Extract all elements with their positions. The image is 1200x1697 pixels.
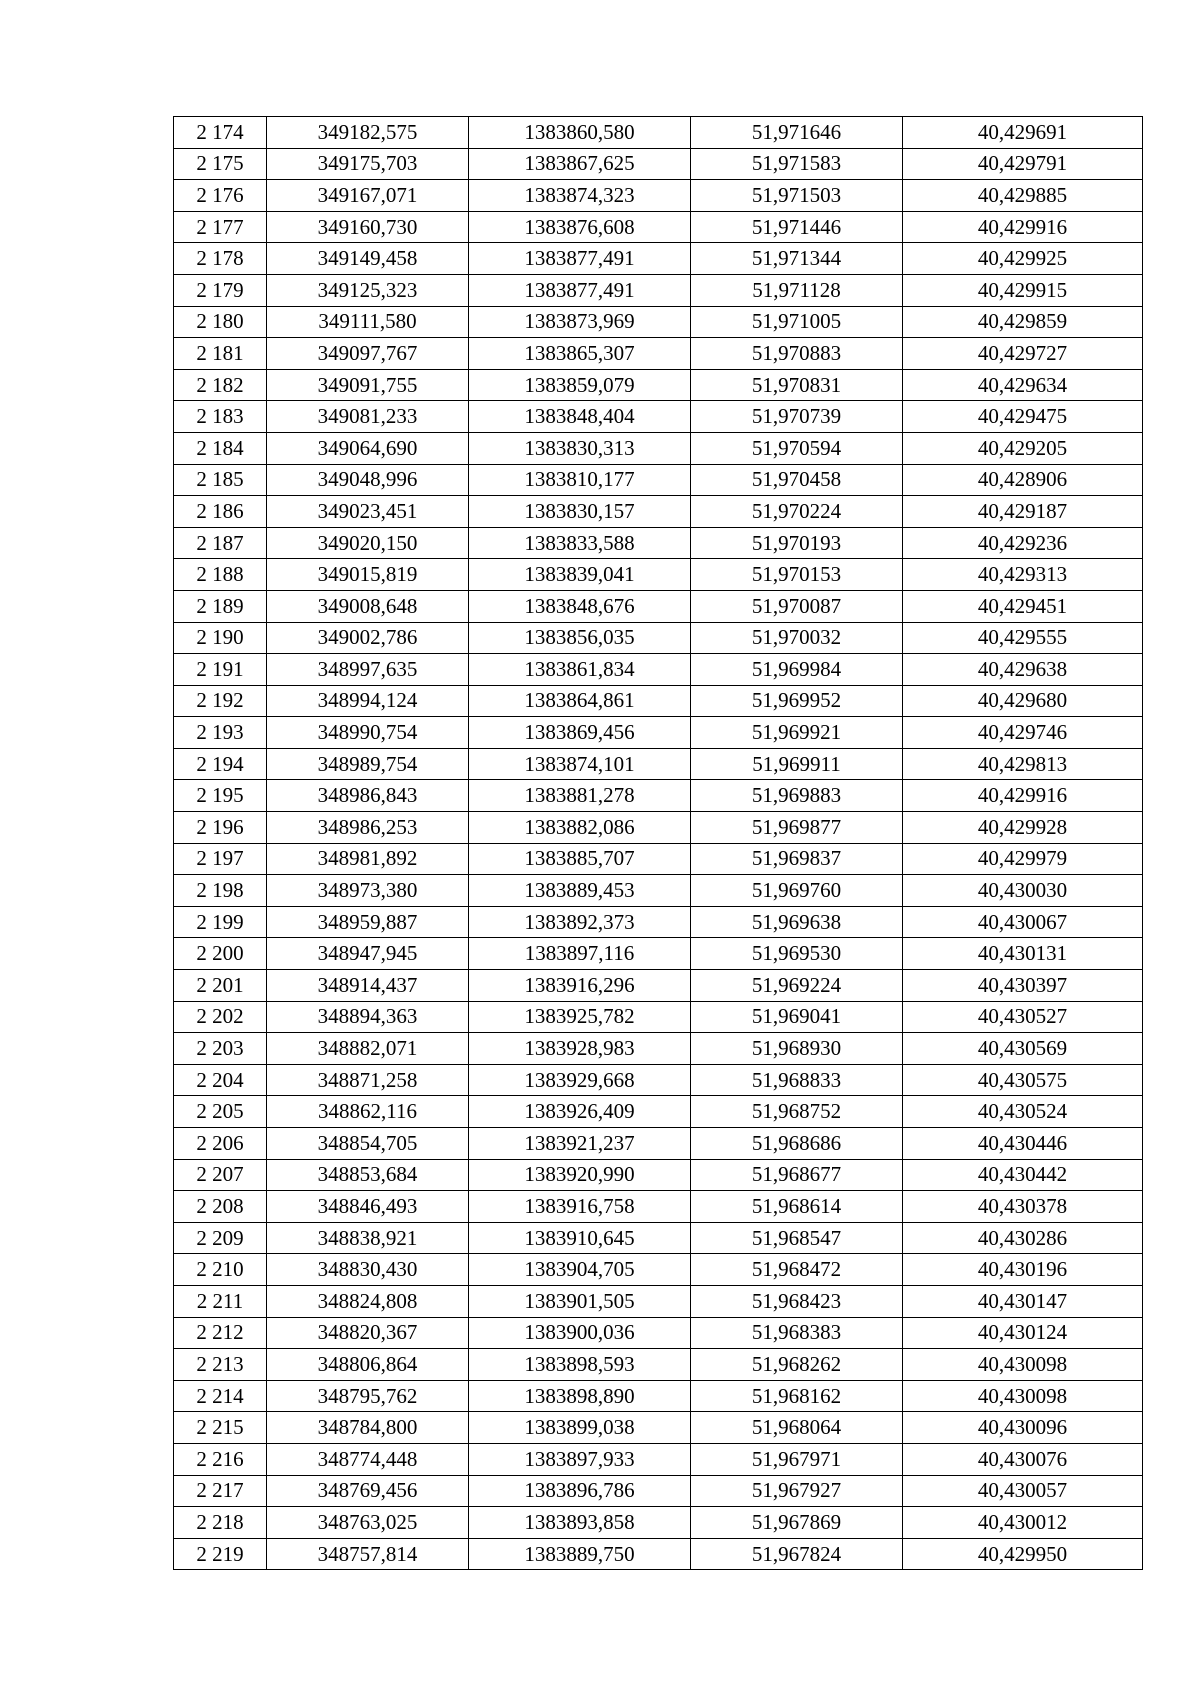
point-number-cell: 2 195 xyxy=(174,780,267,812)
table-row xyxy=(174,780,1143,812)
table-row xyxy=(174,970,1143,1002)
latitude-cell: 51,969921 xyxy=(691,717,903,749)
y-coordinate-cell: 1383882,086 xyxy=(469,812,691,844)
y-coordinate-cell: 1383901,505 xyxy=(469,1285,691,1317)
point-number-cell: 2 204 xyxy=(174,1064,267,1096)
point-number-cell: 2 214 xyxy=(174,1380,267,1412)
latitude-cell: 51,971005 xyxy=(691,306,903,338)
x-coordinate-cell: 349160,730 xyxy=(267,211,469,243)
x-coordinate-cell: 348986,843 xyxy=(267,780,469,812)
point-number-cell: 2 210 xyxy=(174,1254,267,1286)
latitude-cell: 51,970087 xyxy=(691,590,903,622)
longitude-cell: 40,430096 xyxy=(903,1412,1143,1444)
longitude-cell: 40,429236 xyxy=(903,527,1143,559)
point-number-cell: 2 194 xyxy=(174,748,267,780)
x-coordinate-cell: 348853,684 xyxy=(267,1159,469,1191)
y-coordinate-cell: 1383910,645 xyxy=(469,1222,691,1254)
point-number-cell: 2 209 xyxy=(174,1222,267,1254)
table-row xyxy=(174,654,1143,686)
point-number-cell: 2 181 xyxy=(174,338,267,370)
table-row xyxy=(174,1159,1143,1191)
x-coordinate-cell: 348838,921 xyxy=(267,1222,469,1254)
x-coordinate-cell: 348846,493 xyxy=(267,1191,469,1223)
y-coordinate-cell: 1383885,707 xyxy=(469,843,691,875)
latitude-cell: 51,969530 xyxy=(691,938,903,970)
latitude-cell: 51,968262 xyxy=(691,1349,903,1381)
y-coordinate-cell: 1383893,858 xyxy=(469,1507,691,1539)
table-row xyxy=(174,717,1143,749)
y-coordinate-cell: 1383876,608 xyxy=(469,211,691,243)
x-coordinate-cell: 348854,705 xyxy=(267,1128,469,1160)
latitude-cell: 51,969911 xyxy=(691,748,903,780)
point-number-cell: 2 182 xyxy=(174,369,267,401)
y-coordinate-cell: 1383877,491 xyxy=(469,274,691,306)
latitude-cell: 51,969952 xyxy=(691,685,903,717)
longitude-cell: 40,429791 xyxy=(903,148,1143,180)
point-number-cell: 2 207 xyxy=(174,1159,267,1191)
y-coordinate-cell: 1383928,983 xyxy=(469,1033,691,1065)
table-row xyxy=(174,748,1143,780)
table-row xyxy=(174,1507,1143,1539)
table-row xyxy=(174,1096,1143,1128)
table-row xyxy=(174,117,1143,149)
table-row xyxy=(174,1033,1143,1065)
longitude-cell: 40,430098 xyxy=(903,1380,1143,1412)
x-coordinate-cell: 349097,767 xyxy=(267,338,469,370)
point-number-cell: 2 199 xyxy=(174,906,267,938)
latitude-cell: 51,970831 xyxy=(691,369,903,401)
point-number-cell: 2 186 xyxy=(174,496,267,528)
x-coordinate-cell: 349175,703 xyxy=(267,148,469,180)
point-number-cell: 2 200 xyxy=(174,938,267,970)
x-coordinate-cell: 349149,458 xyxy=(267,243,469,275)
y-coordinate-cell: 1383865,307 xyxy=(469,338,691,370)
table-row xyxy=(174,1285,1143,1317)
point-number-cell: 2 175 xyxy=(174,148,267,180)
x-coordinate-cell: 348986,253 xyxy=(267,812,469,844)
y-coordinate-cell: 1383830,157 xyxy=(469,496,691,528)
y-coordinate-cell: 1383889,453 xyxy=(469,875,691,907)
table-row xyxy=(174,1412,1143,1444)
latitude-cell: 51,970032 xyxy=(691,622,903,654)
y-coordinate-cell: 1383899,038 xyxy=(469,1412,691,1444)
longitude-cell: 40,429979 xyxy=(903,843,1143,875)
longitude-cell: 40,429691 xyxy=(903,117,1143,149)
x-coordinate-cell: 348757,814 xyxy=(267,1538,469,1570)
longitude-cell: 40,430012 xyxy=(903,1507,1143,1539)
table-row xyxy=(174,1349,1143,1381)
y-coordinate-cell: 1383810,177 xyxy=(469,464,691,496)
x-coordinate-cell: 348989,754 xyxy=(267,748,469,780)
longitude-cell: 40,430378 xyxy=(903,1191,1143,1223)
latitude-cell: 51,968833 xyxy=(691,1064,903,1096)
point-number-cell: 2 218 xyxy=(174,1507,267,1539)
x-coordinate-cell: 349182,575 xyxy=(267,117,469,149)
y-coordinate-cell: 1383925,782 xyxy=(469,1001,691,1033)
x-coordinate-cell: 348862,116 xyxy=(267,1096,469,1128)
longitude-cell: 40,429813 xyxy=(903,748,1143,780)
latitude-cell: 51,968162 xyxy=(691,1380,903,1412)
x-coordinate-cell: 348997,635 xyxy=(267,654,469,686)
y-coordinate-cell: 1383916,296 xyxy=(469,970,691,1002)
longitude-cell: 40,429187 xyxy=(903,496,1143,528)
table-row xyxy=(174,875,1143,907)
longitude-cell: 40,430524 xyxy=(903,1096,1143,1128)
x-coordinate-cell: 349048,996 xyxy=(267,464,469,496)
point-number-cell: 2 215 xyxy=(174,1412,267,1444)
longitude-cell: 40,429451 xyxy=(903,590,1143,622)
latitude-cell: 51,971583 xyxy=(691,148,903,180)
longitude-cell: 40,429680 xyxy=(903,685,1143,717)
x-coordinate-cell: 349002,786 xyxy=(267,622,469,654)
y-coordinate-cell: 1383889,750 xyxy=(469,1538,691,1570)
y-coordinate-cell: 1383860,580 xyxy=(469,117,691,149)
x-coordinate-cell: 348820,367 xyxy=(267,1317,469,1349)
y-coordinate-cell: 1383839,041 xyxy=(469,559,691,591)
longitude-cell: 40,429634 xyxy=(903,369,1143,401)
table-row xyxy=(174,148,1143,180)
latitude-cell: 51,969760 xyxy=(691,875,903,907)
x-coordinate-cell: 349064,690 xyxy=(267,432,469,464)
longitude-cell: 40,430527 xyxy=(903,1001,1143,1033)
longitude-cell: 40,430286 xyxy=(903,1222,1143,1254)
y-coordinate-cell: 1383869,456 xyxy=(469,717,691,749)
point-number-cell: 2 184 xyxy=(174,432,267,464)
latitude-cell: 51,970224 xyxy=(691,496,903,528)
latitude-cell: 51,968547 xyxy=(691,1222,903,1254)
x-coordinate-cell: 349023,451 xyxy=(267,496,469,528)
x-coordinate-cell: 348882,071 xyxy=(267,1033,469,1065)
longitude-cell: 40,429916 xyxy=(903,780,1143,812)
latitude-cell: 51,967971 xyxy=(691,1443,903,1475)
point-number-cell: 2 174 xyxy=(174,117,267,149)
longitude-cell: 40,429928 xyxy=(903,812,1143,844)
y-coordinate-cell: 1383859,079 xyxy=(469,369,691,401)
latitude-cell: 51,970594 xyxy=(691,432,903,464)
latitude-cell: 51,969837 xyxy=(691,843,903,875)
table-row xyxy=(174,559,1143,591)
latitude-cell: 51,970739 xyxy=(691,401,903,433)
table-row xyxy=(174,180,1143,212)
longitude-cell: 40,430442 xyxy=(903,1159,1143,1191)
point-number-cell: 2 193 xyxy=(174,717,267,749)
x-coordinate-cell: 348894,363 xyxy=(267,1001,469,1033)
y-coordinate-cell: 1383898,890 xyxy=(469,1380,691,1412)
latitude-cell: 51,969883 xyxy=(691,780,903,812)
longitude-cell: 40,429859 xyxy=(903,306,1143,338)
table-row xyxy=(174,1128,1143,1160)
x-coordinate-cell: 349008,648 xyxy=(267,590,469,622)
y-coordinate-cell: 1383877,491 xyxy=(469,243,691,275)
table-row xyxy=(174,464,1143,496)
point-number-cell: 2 201 xyxy=(174,970,267,1002)
latitude-cell: 51,967869 xyxy=(691,1507,903,1539)
longitude-cell: 40,430446 xyxy=(903,1128,1143,1160)
latitude-cell: 51,971128 xyxy=(691,274,903,306)
y-coordinate-cell: 1383881,278 xyxy=(469,780,691,812)
point-number-cell: 2 217 xyxy=(174,1475,267,1507)
y-coordinate-cell: 1383897,116 xyxy=(469,938,691,970)
y-coordinate-cell: 1383897,933 xyxy=(469,1443,691,1475)
y-coordinate-cell: 1383848,404 xyxy=(469,401,691,433)
latitude-cell: 51,968930 xyxy=(691,1033,903,1065)
table-row xyxy=(174,590,1143,622)
point-number-cell: 2 180 xyxy=(174,306,267,338)
table-row xyxy=(174,685,1143,717)
latitude-cell: 51,970153 xyxy=(691,559,903,591)
longitude-cell: 40,429205 xyxy=(903,432,1143,464)
latitude-cell: 51,970193 xyxy=(691,527,903,559)
table-row xyxy=(174,1001,1143,1033)
y-coordinate-cell: 1383904,705 xyxy=(469,1254,691,1286)
longitude-cell: 40,429638 xyxy=(903,654,1143,686)
y-coordinate-cell: 1383929,668 xyxy=(469,1064,691,1096)
x-coordinate-cell: 349081,233 xyxy=(267,401,469,433)
longitude-cell: 40,430067 xyxy=(903,906,1143,938)
point-number-cell: 2 185 xyxy=(174,464,267,496)
x-coordinate-cell: 349125,323 xyxy=(267,274,469,306)
y-coordinate-cell: 1383900,036 xyxy=(469,1317,691,1349)
table-row xyxy=(174,906,1143,938)
point-number-cell: 2 191 xyxy=(174,654,267,686)
y-coordinate-cell: 1383926,409 xyxy=(469,1096,691,1128)
point-number-cell: 2 211 xyxy=(174,1285,267,1317)
table-row xyxy=(174,1254,1143,1286)
latitude-cell: 51,971646 xyxy=(691,117,903,149)
y-coordinate-cell: 1383921,237 xyxy=(469,1128,691,1160)
y-coordinate-cell: 1383898,593 xyxy=(469,1349,691,1381)
table-row xyxy=(174,1191,1143,1223)
point-number-cell: 2 203 xyxy=(174,1033,267,1065)
table-row xyxy=(174,338,1143,370)
coordinates-table xyxy=(173,116,1143,1570)
longitude-cell: 40,429916 xyxy=(903,211,1143,243)
latitude-cell: 51,969984 xyxy=(691,654,903,686)
table-row xyxy=(174,306,1143,338)
table-row xyxy=(174,274,1143,306)
y-coordinate-cell: 1383856,035 xyxy=(469,622,691,654)
latitude-cell: 51,968383 xyxy=(691,1317,903,1349)
latitude-cell: 51,971446 xyxy=(691,211,903,243)
longitude-cell: 40,430131 xyxy=(903,938,1143,970)
table-row xyxy=(174,1538,1143,1570)
latitude-cell: 51,968686 xyxy=(691,1128,903,1160)
point-number-cell: 2 188 xyxy=(174,559,267,591)
longitude-cell: 40,430575 xyxy=(903,1064,1143,1096)
latitude-cell: 51,970883 xyxy=(691,338,903,370)
table-row xyxy=(174,622,1143,654)
longitude-cell: 40,429925 xyxy=(903,243,1143,275)
point-number-cell: 2 196 xyxy=(174,812,267,844)
latitude-cell: 51,967927 xyxy=(691,1475,903,1507)
point-number-cell: 2 198 xyxy=(174,875,267,907)
latitude-cell: 51,969041 xyxy=(691,1001,903,1033)
x-coordinate-cell: 349091,755 xyxy=(267,369,469,401)
y-coordinate-cell: 1383830,313 xyxy=(469,432,691,464)
x-coordinate-cell: 348959,887 xyxy=(267,906,469,938)
table-row xyxy=(174,1317,1143,1349)
latitude-cell: 51,968064 xyxy=(691,1412,903,1444)
longitude-cell: 40,430057 xyxy=(903,1475,1143,1507)
longitude-cell: 40,430147 xyxy=(903,1285,1143,1317)
y-coordinate-cell: 1383848,676 xyxy=(469,590,691,622)
table-row xyxy=(174,527,1143,559)
point-number-cell: 2 206 xyxy=(174,1128,267,1160)
y-coordinate-cell: 1383833,588 xyxy=(469,527,691,559)
latitude-cell: 51,968472 xyxy=(691,1254,903,1286)
y-coordinate-cell: 1383916,758 xyxy=(469,1191,691,1223)
table-row xyxy=(174,243,1143,275)
x-coordinate-cell: 349111,580 xyxy=(267,306,469,338)
table-row xyxy=(174,1443,1143,1475)
longitude-cell: 40,429915 xyxy=(903,274,1143,306)
longitude-cell: 40,430098 xyxy=(903,1349,1143,1381)
point-number-cell: 2 179 xyxy=(174,274,267,306)
longitude-cell: 40,429746 xyxy=(903,717,1143,749)
latitude-cell: 51,970458 xyxy=(691,464,903,496)
longitude-cell: 40,429313 xyxy=(903,559,1143,591)
point-number-cell: 2 216 xyxy=(174,1443,267,1475)
latitude-cell: 51,969877 xyxy=(691,812,903,844)
latitude-cell: 51,968752 xyxy=(691,1096,903,1128)
point-number-cell: 2 190 xyxy=(174,622,267,654)
x-coordinate-cell: 348824,808 xyxy=(267,1285,469,1317)
point-number-cell: 2 202 xyxy=(174,1001,267,1033)
point-number-cell: 2 177 xyxy=(174,211,267,243)
table-row xyxy=(174,369,1143,401)
latitude-cell: 51,967824 xyxy=(691,1538,903,1570)
table-row xyxy=(174,1064,1143,1096)
x-coordinate-cell: 348763,025 xyxy=(267,1507,469,1539)
point-number-cell: 2 212 xyxy=(174,1317,267,1349)
table-row xyxy=(174,1475,1143,1507)
point-number-cell: 2 183 xyxy=(174,401,267,433)
longitude-cell: 40,430124 xyxy=(903,1317,1143,1349)
table-row xyxy=(174,401,1143,433)
latitude-cell: 51,969224 xyxy=(691,970,903,1002)
x-coordinate-cell: 348994,124 xyxy=(267,685,469,717)
y-coordinate-cell: 1383867,625 xyxy=(469,148,691,180)
x-coordinate-cell: 348830,430 xyxy=(267,1254,469,1286)
x-coordinate-cell: 348990,754 xyxy=(267,717,469,749)
y-coordinate-cell: 1383864,861 xyxy=(469,685,691,717)
y-coordinate-cell: 1383896,786 xyxy=(469,1475,691,1507)
longitude-cell: 40,430196 xyxy=(903,1254,1143,1286)
longitude-cell: 40,430030 xyxy=(903,875,1143,907)
longitude-cell: 40,429885 xyxy=(903,180,1143,212)
longitude-cell: 40,429555 xyxy=(903,622,1143,654)
latitude-cell: 51,969638 xyxy=(691,906,903,938)
longitude-cell: 40,429950 xyxy=(903,1538,1143,1570)
y-coordinate-cell: 1383874,101 xyxy=(469,748,691,780)
point-number-cell: 2 176 xyxy=(174,180,267,212)
table-row xyxy=(174,843,1143,875)
longitude-cell: 40,430076 xyxy=(903,1443,1143,1475)
latitude-cell: 51,968614 xyxy=(691,1191,903,1223)
point-number-cell: 2 189 xyxy=(174,590,267,622)
point-number-cell: 2 187 xyxy=(174,527,267,559)
point-number-cell: 2 178 xyxy=(174,243,267,275)
latitude-cell: 51,968677 xyxy=(691,1159,903,1191)
point-number-cell: 2 213 xyxy=(174,1349,267,1381)
x-coordinate-cell: 348769,456 xyxy=(267,1475,469,1507)
table-row xyxy=(174,1380,1143,1412)
table-row xyxy=(174,812,1143,844)
table-row xyxy=(174,211,1143,243)
table-row xyxy=(174,496,1143,528)
latitude-cell: 51,968423 xyxy=(691,1285,903,1317)
longitude-cell: 40,430569 xyxy=(903,1033,1143,1065)
latitude-cell: 51,971503 xyxy=(691,180,903,212)
longitude-cell: 40,430397 xyxy=(903,970,1143,1002)
x-coordinate-cell: 349167,071 xyxy=(267,180,469,212)
x-coordinate-cell: 348784,800 xyxy=(267,1412,469,1444)
x-coordinate-cell: 348973,380 xyxy=(267,875,469,907)
x-coordinate-cell: 348871,258 xyxy=(267,1064,469,1096)
x-coordinate-cell: 348806,864 xyxy=(267,1349,469,1381)
y-coordinate-cell: 1383873,969 xyxy=(469,306,691,338)
y-coordinate-cell: 1383874,323 xyxy=(469,180,691,212)
y-coordinate-cell: 1383892,373 xyxy=(469,906,691,938)
point-number-cell: 2 197 xyxy=(174,843,267,875)
longitude-cell: 40,428906 xyxy=(903,464,1143,496)
x-coordinate-cell: 348947,945 xyxy=(267,938,469,970)
point-number-cell: 2 219 xyxy=(174,1538,267,1570)
x-coordinate-cell: 348914,437 xyxy=(267,970,469,1002)
point-number-cell: 2 205 xyxy=(174,1096,267,1128)
table-body xyxy=(174,117,1143,1570)
x-coordinate-cell: 348981,892 xyxy=(267,843,469,875)
longitude-cell: 40,429727 xyxy=(903,338,1143,370)
longitude-cell: 40,429475 xyxy=(903,401,1143,433)
x-coordinate-cell: 348795,762 xyxy=(267,1380,469,1412)
point-number-cell: 2 192 xyxy=(174,685,267,717)
x-coordinate-cell: 349020,150 xyxy=(267,527,469,559)
y-coordinate-cell: 1383920,990 xyxy=(469,1159,691,1191)
point-number-cell: 2 208 xyxy=(174,1191,267,1223)
table-row xyxy=(174,938,1143,970)
y-coordinate-cell: 1383861,834 xyxy=(469,654,691,686)
table-row xyxy=(174,1222,1143,1254)
x-coordinate-cell: 349015,819 xyxy=(267,559,469,591)
x-coordinate-cell: 348774,448 xyxy=(267,1443,469,1475)
table-row xyxy=(174,432,1143,464)
latitude-cell: 51,971344 xyxy=(691,243,903,275)
